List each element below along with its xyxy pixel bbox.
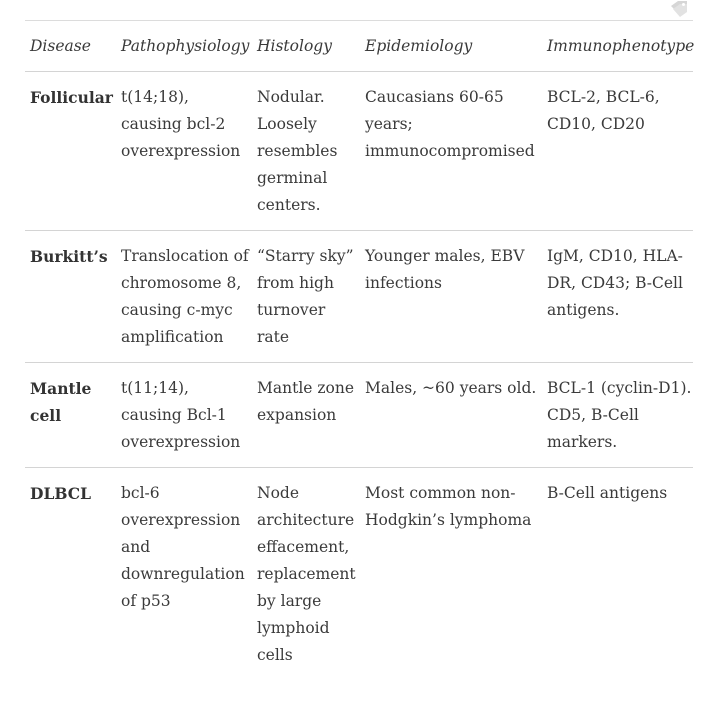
cell-epidemiology: Males, ~60 years old. [360,363,542,468]
tag-icon[interactable] [669,0,689,18]
header-disease: Disease [25,21,116,72]
cell-histology: Nodular. Loosely resembles germinal centers. [252,72,360,231]
header-immunophenotype: Immunophenotype [542,21,693,72]
cell-disease: DLBCL [30,484,91,503]
header-epidemiology: Epidemiology [360,21,542,72]
cell-disease: Mantle cell [25,363,116,468]
lymphoma-comparison-table [25,20,693,671]
cell-histology: “Starry sky” from high turnover rate [252,231,360,363]
cell-histology: Node architecture effacement, replacement by large lymphoid cells [257,484,356,664]
cell-epidemiology: Most common non-Hodgkin’s lymphoma [365,484,532,529]
cell-disease: Burkitt’s [25,231,116,363]
header-histology: Histology [252,21,360,72]
cell-immunophenotype: B-Cell antigens [547,484,668,502]
cell-epidemiology: Younger males, EBV infections [360,231,542,363]
cell-pathophysiology: Translocation of chromosome 8, causing c-myc amplification [116,231,252,363]
cell-pathophysiology: t(14;18), causing bcl-2 overexpression [116,72,252,231]
table-header-row [25,21,693,72]
table-row [25,363,693,468]
cell-pathophysiology: t(11;14), causing Bcl-1 overexpression [116,363,252,468]
table-row [25,72,693,231]
table-row [25,468,693,672]
cell-immunophenotype: IgM, CD10, HLA-DR, CD43; B-Cell antigens. [542,231,693,363]
table-row [25,231,693,363]
cell-epidemiology: Caucasians 60-65 years; immunocompromised [360,72,542,231]
cell-disease: Follicular [25,72,116,231]
cell-immunophenotype: BCL-2, BCL-6, CD10, CD20 [542,72,693,231]
header-pathophysiology: Pathophysiology [116,21,252,72]
cell-pathophysiology: bcl-6 overexpression and downregulation of p53 [121,484,245,610]
cell-immunophenotype: BCL-1 (cyclin-D1). CD5, B-Cell markers. [542,363,693,468]
cell-histology: Mantle zone expansion [252,363,360,468]
